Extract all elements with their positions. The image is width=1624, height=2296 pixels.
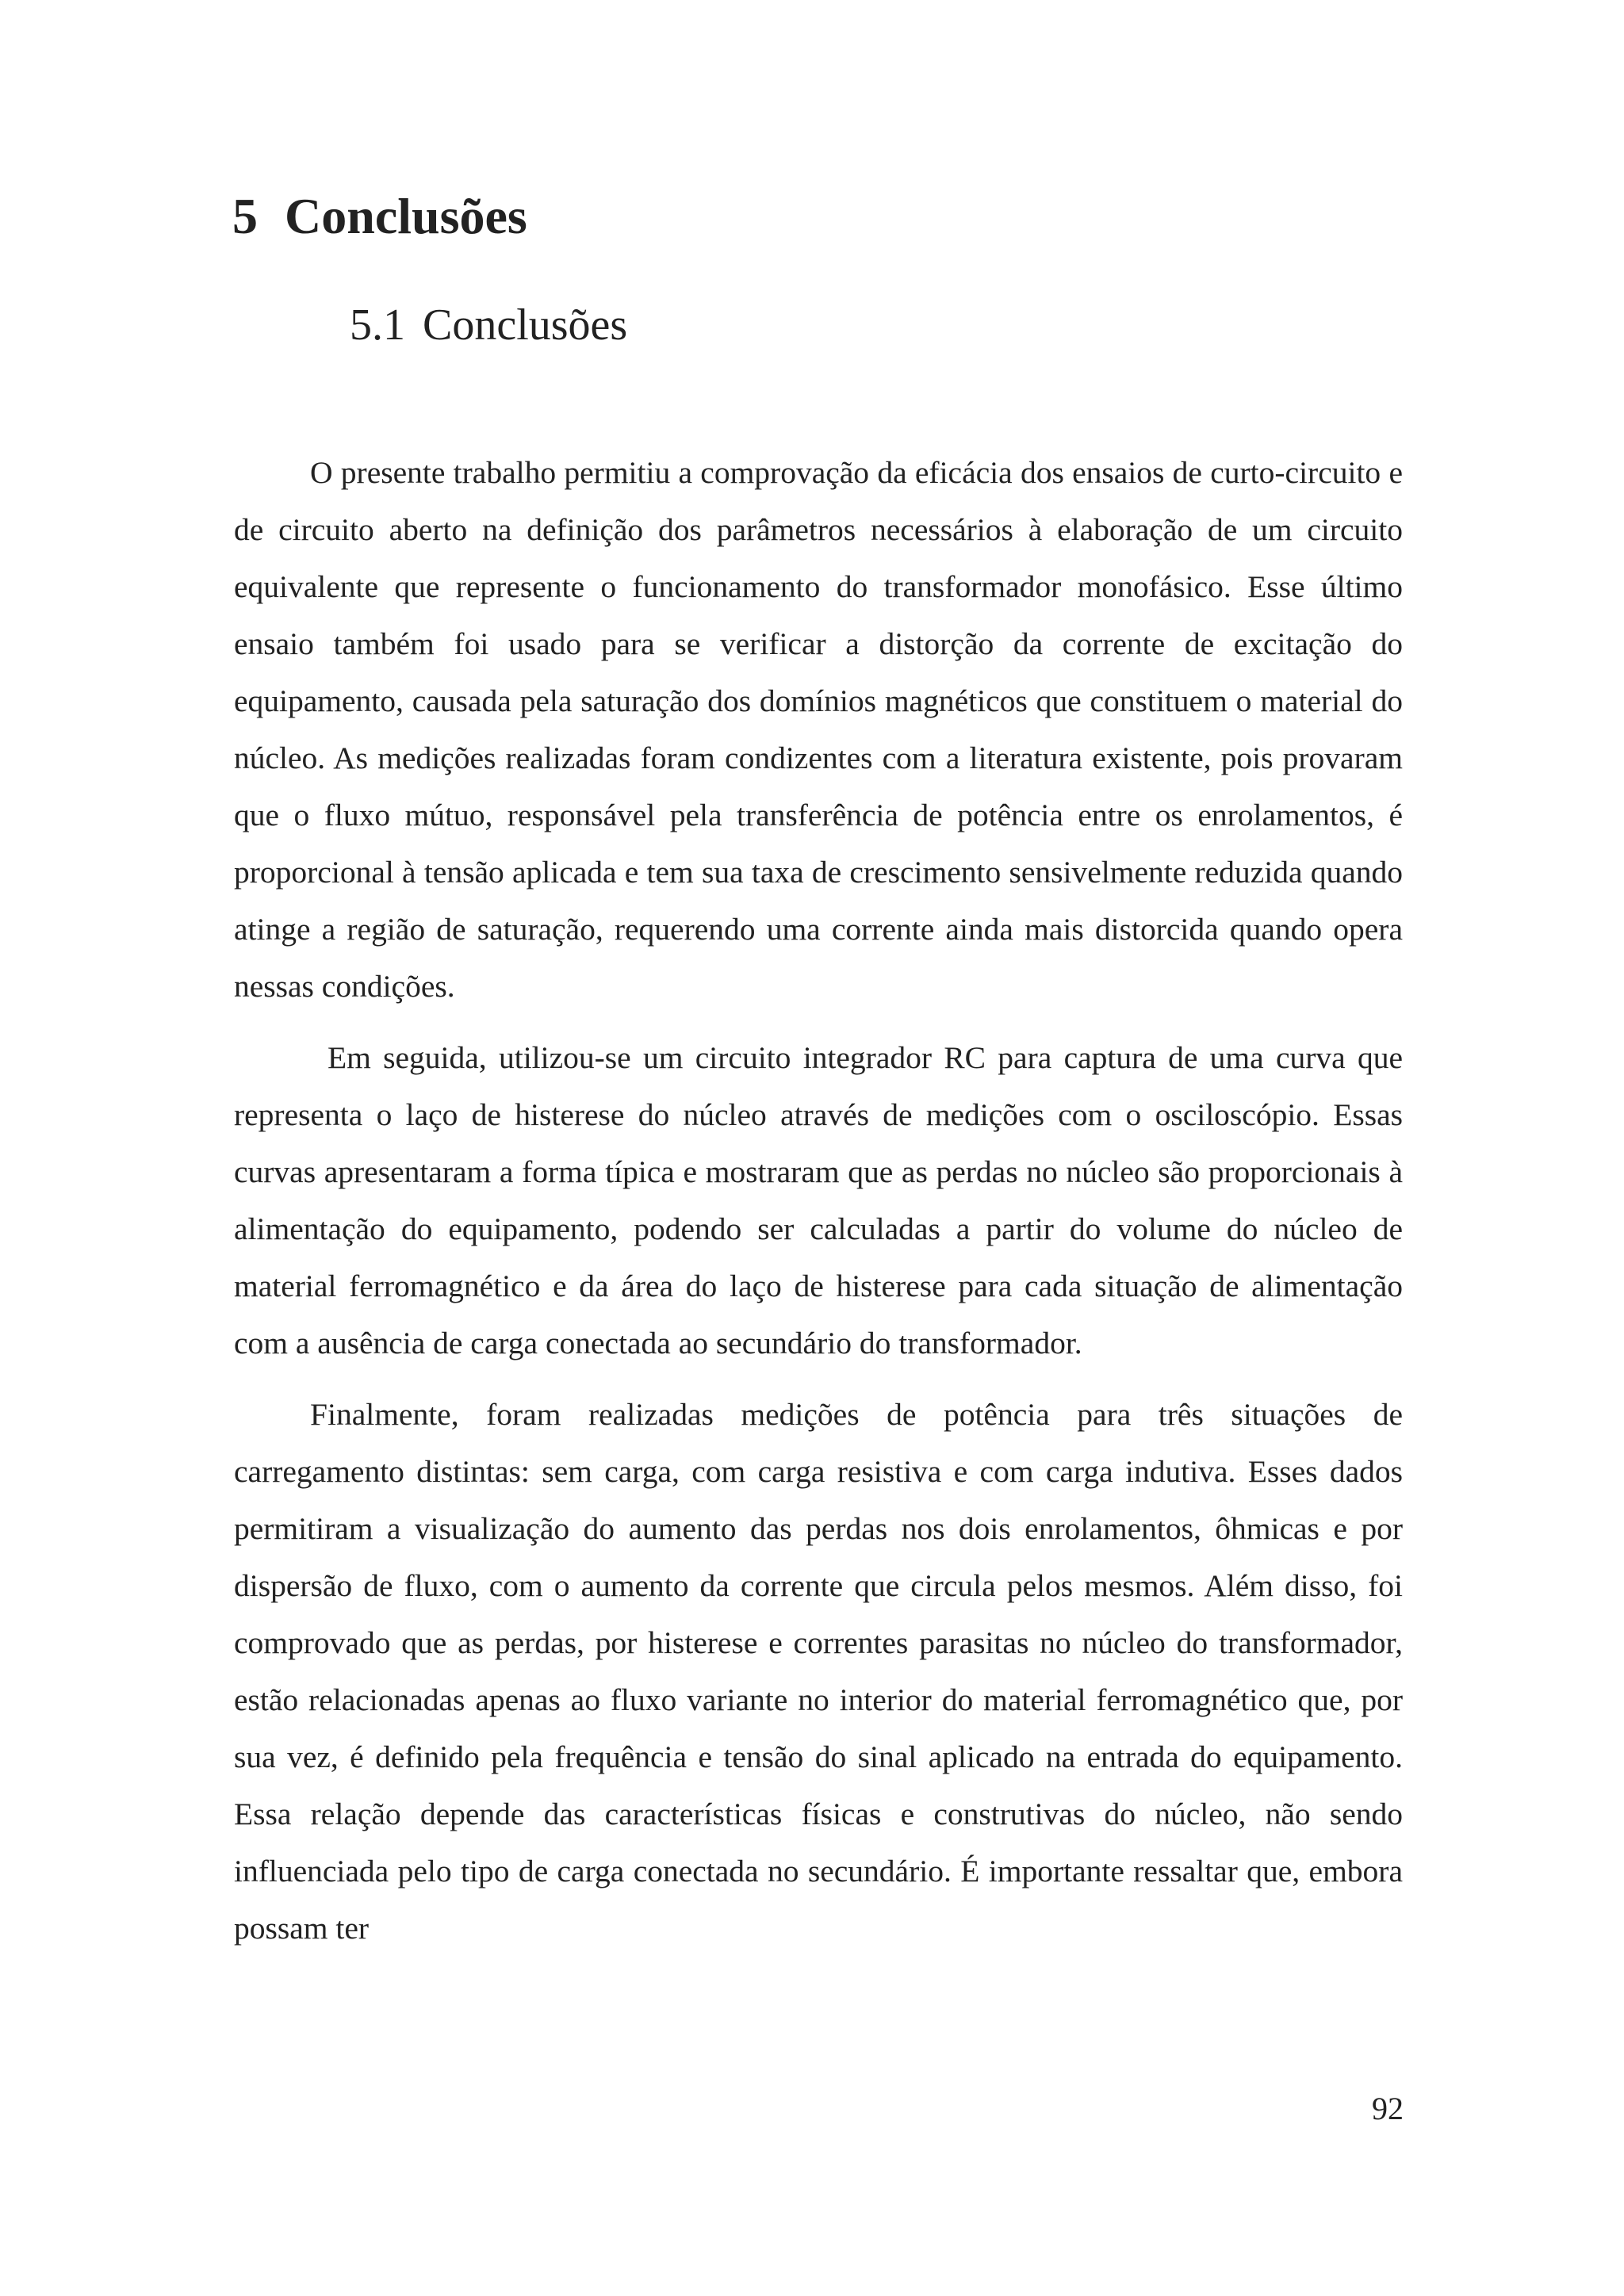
chapter-title: Conclusões: [285, 188, 527, 244]
page-number: 92: [1372, 2091, 1404, 2126]
paragraph-3: Finalmente, foram realizadas medições de potência para três situações de carregamento distintas: sem carga, com carga resistiva e com carga indutiva. Esses dados permitiram a visualização do aumento das perdas nos dois enrolamentos, ôhmicas e por dispersão de fluxo, com o aumento da corrente que circula pelos mesmos. Além disso, foi comprovado que as perdas, por histerese e correntes parasitas no núcleo do transformador, estão relacionadas apenas ao fluxo variante no interior do material ferromagnético que, por sua vez, é definido pela frequência e tensão do sinal aplicado na entrada do equipamento. Essa relação depende das características físicas e construtivas do núcleo, não sendo influenciada pelo tipo de carga conectada no secundário. É importante ressaltar que, embora possam ter: [234, 1397, 1403, 1946]
body-text: [234, 444, 1403, 1971]
paragraph-1: O presente trabalho permitiu a comprovação da eficácia dos ensaios de curto-circuito e de circuito aberto na definição dos parâmetros necessários à elaboração de um circuito equivalente que represente o funcionamento do transformador monofásico. Esse último ensaio também foi usado para se verificar a distorção da corrente de excitação do equipamento, causada pela saturação dos domínios magnéticos que constituem o material do núcleo. As medições realizadas foram condizentes com a literatura existente, pois provaram que o fluxo mútuo, responsável pela transferência de potência entre os enrolamentos, é proporcional à tensão aplicada e tem sua taxa de crescimento sensivelmente reduzida quando atinge a região de saturação, requerendo uma corrente ainda mais distorcida quando opera nessas condições.: [234, 455, 1403, 1004]
chapter-heading: [232, 189, 527, 244]
chapter-number: 5: [232, 188, 258, 244]
section-title: Conclusões: [423, 300, 628, 350]
section-number: 5.1: [350, 300, 405, 350]
section-heading: [350, 301, 627, 350]
paragraph-2: Em seguida, utilizou-se um circuito integrador RC para captura de uma curva que representa o laço de histerese do núcleo através de medições com o osciloscópio. Essas curvas apresentaram a forma típica e mostraram que as perdas no núcleo são proporcionais à alimentação do equipamento, podendo ser calculadas a partir do volume do núcleo de material ferromagnético e da área do laço de histerese para cada situação de alimentação com a ausência de carga conectada ao secundário do transformador.: [234, 1040, 1403, 1360]
